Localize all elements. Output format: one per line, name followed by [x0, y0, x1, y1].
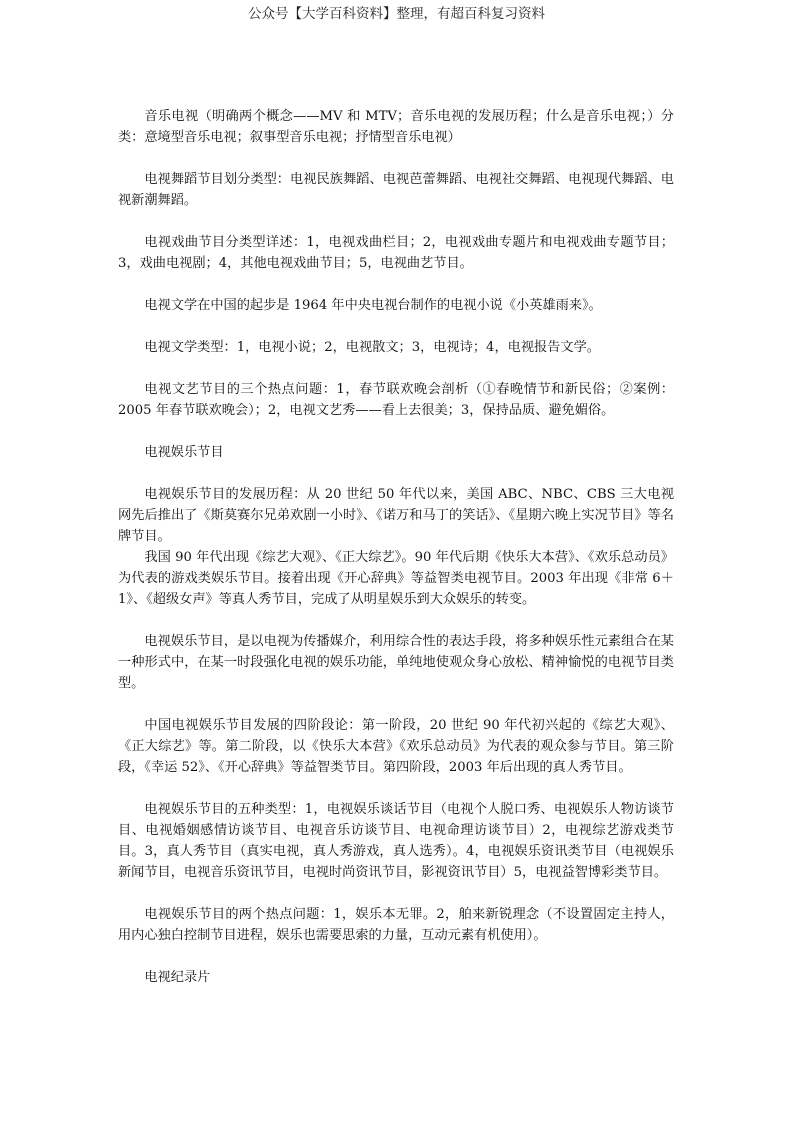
paragraph-five-types: 电视娱乐节目的五种类型：1，电视娱乐谈话节目（电视个人脱口秀、电视娱乐人物访谈节目、电视婚姻感情访谈节目、电视音乐访谈节目、电视命理访谈节目）2，电视综艺游戏类节目。3，真人秀节目（真实电视，真人秀游戏，真人选秀）。4，电视娱乐资讯类节目（电视娱乐新闻节目，电视音乐资讯节目，电视时尚资讯节目，影视资讯节目）5，电视益智博彩类节目。: [118, 802, 674, 880]
paragraph-two-hot-issues: 电视娱乐节目的两个热点问题：1，娱乐本无罪。2，舶来新锐理念（不设置固定主持人，用内心独白控制节目进程，娱乐也需要思索的力量，互动元素有机使用）。: [118, 907, 674, 943]
section-heading-entertainment: 电视娱乐节目: [144, 445, 224, 460]
paragraph-entertainment-history-china: 我国 90 年代出现《综艺大观》、《正大综艺》。90 年代后期《快乐大本营》、《欢乐总动员》为代表的游戏类娱乐节目。接着出现《开心辞典》等益智类电视节目。2003 年出现《非常 6＋1》、《超级女声》等真人秀节目，完成了从明星娱乐到大众娱乐的转变。: [118, 550, 674, 607]
document-body: [118, 106, 674, 988]
paragraph-music-tv: 音乐电视（明确两个概念——MV 和 MTV；音乐电视的发展历程；什么是音乐电视；）分类：意境型音乐电视；叙事型音乐电视；抒情型音乐电视）: [118, 109, 674, 145]
section-heading-documentary: 电视纪录片: [144, 970, 211, 985]
paragraph-arts-hot-issues: 电视文艺节目的三个热点问题：1，春节联欢晚会剖析（①春晚情节和新民俗；②案例：2005 年春节联欢晚会）；2，电视文艺秀——看上去很美；3，保持品质、避免媚俗。: [118, 382, 674, 418]
paragraph-opera-tv: 电视戏曲节目分类型详述：1，电视戏曲栏目；2，电视戏曲专题片和电视戏曲专题节目；3，戏曲电视剧；4，其他电视戏曲节目；5，电视曲艺节目。: [118, 235, 674, 271]
paragraph-dance-tv: 电视舞蹈节目划分类型：电视民族舞蹈、电视芭蕾舞蹈、电视社交舞蹈、电视现代舞蹈、电视新潮舞蹈。: [118, 172, 674, 208]
paragraph-tv-literature-origin: 电视文学在中国的起步是 1964 年中央电视台制作的电视小说《小英雄雨来》。: [144, 298, 602, 313]
paragraph-entertainment-definition: 电视娱乐节目，是以电视为传播媒介，利用综合性的表达手段，将多种娱乐性元素组合在某一种形式中，在某一时段强化电视的娱乐功能，单纯地使观众身心放松、精神愉悦的电视节目类型。: [118, 634, 674, 691]
paragraph-entertainment-history-us: 电视娱乐节目的发展历程：从 20 世纪 50 年代以来，美国 ABC、NBC、CBS 三大电视网先后推出了《斯莫赛尔兄弟欢剧一小时》、《诺万和马丁的笑话》、《星期六晚上实况节目》等名牌节目。: [118, 487, 674, 544]
paragraph-tv-literature-types: 电视文学类型：1，电视小说；2，电视散文；3，电视诗；4，电视报告文学。: [144, 340, 600, 355]
page-header: 公众号【大学百科资料】整理，有超百科复习资料: [248, 6, 545, 22]
paragraph-four-stages: 中国电视娱乐节目发展的四阶段论：第一阶段，20 世纪 90 年代初兴起的《综艺大观》、《正大综艺》等。第二阶段，以《快乐大本营》《欢乐总动员》为代表的观众参与节目。第三阶段，《幸运 52》、《开心辞典》等益智类节目。第四阶段，2003 年后出现的真人秀节目。: [118, 718, 674, 775]
